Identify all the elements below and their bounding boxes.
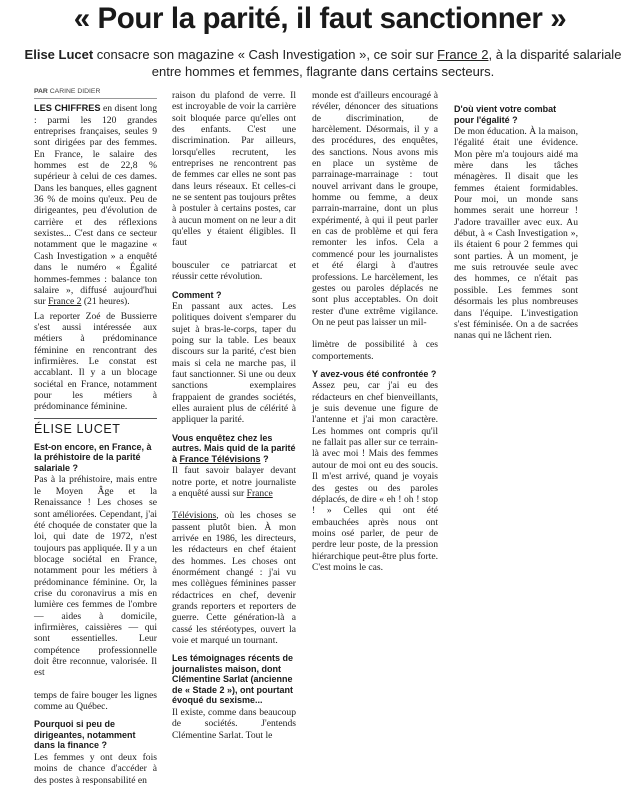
article-column-4	[454, 97, 578, 345]
answer: De mon éducation. À la maison, l'égalité était une évidence. Mon père m'a toujours aidé ma mère dans les tâches ménagères. Il disait que les femmes étaient formidables. Pour moi, un monde sans hommes serait une horreur ! J'adore travailler avec eux. Au début, à « Cash Investigation », ils étaient 6 pour 2 femmes qui sont parties. À un moment, je me suis retrouvée seule avec des hommes, ce n'était pas possible. Les femmes sont désormais les plus nombreuses dans l'équipe. L'investigation s'est féminisée. On a de sacrées nanas qui ne lâchent rien.	[454, 126, 578, 342]
question-text-b: ?	[260, 453, 269, 464]
intro-channel-link[interactable]: France 2	[48, 296, 82, 308]
answer: monde est d'ailleurs encouragé à révéler, dénoncer des situations de discrimination, de harcèlement. Désormais, il y a des procédures, des enquêtes, des sanctions. Nous avons mis en place un système de parrainage-marrainage : tout nouvel arrivant dans le groupe, homme ou femme, a deux parrain-marraine, dont un plus expérimenté, à qui il peut parler en cas de problème et qui fera remonter les infos. Cela a commencé pour les journalistes et été élargi à d'autres professions. Le harcèlement, les gestes ou paroles déplacés ne sont plus acceptables. On doit rester d'une extrême vigilance. On ne peut pas laisser un mil-	[312, 90, 438, 328]
standfirst	[14, 46, 632, 80]
article-column-1	[34, 86, 157, 789]
standfirst-channel-link[interactable]: France 2	[437, 47, 489, 62]
answer: Il existe, comme dans beaucoup de sociétés. J'entends Clémentine Sarlat. Tout le	[172, 706, 296, 741]
answer-text-a: Il faut savoir balayer devant notre porte, et notre journaliste a enquêté aussi sur	[172, 465, 296, 499]
intro-paragraph-2: La reporter Zoé de Bussierre s'est aussi intéressée aux métiers à prédominance féminine en rencontrant des infirmières. Le constat est accablant. Il y a un blocage sociétal en France, notamment pour les métiers à prédominance féminine.	[34, 310, 157, 413]
answer-link-1[interactable]: France	[246, 487, 273, 499]
question: Est-on encore, en France, à la préhistoire de la parité salariale ?	[34, 441, 152, 473]
answer: bousculer ce patriarcat et réussir cette révolution.	[172, 259, 296, 283]
standfirst-name: Elise Lucet	[24, 47, 94, 62]
article-column-2	[172, 90, 296, 744]
answer: Assez peu, car j'ai eu des rédacteurs en chef bienveillants, je suis devenue une figure de l'antenne et j'ai mon caractère. Les hommes ont compris qu'il ne fallait pas aller sur ce terrain-là avec moi ! Mais des femmes autour de moi ont eu des soucis. Il m'est arrivé, quand je voyais des gestes ou des paroles déplacés, de dire « eh ! oh ! stop ! » Celles qui ont été embauchées après nous ont moins osé parler, de peur de perdre leur poste, de la pression hiérarchique peut-être plus forte. C'est moins le cas.	[312, 380, 438, 573]
answer: limètre de possibilité à ces comportements.	[312, 339, 438, 362]
spacer	[34, 682, 157, 690]
question: D'où vient votre combat pour l'égalité ?	[454, 104, 557, 125]
standfirst-text-b: , à la disparité salariale entre hommes et femmes, flagrante dans certains secteurs.	[151, 47, 622, 79]
question: Les témoignages récents de journalistes maison, dont Clémentine Sarlat (ancienne de « Stade 2 »), ont pourtant évoqué du sexisme...	[172, 653, 294, 706]
headline: « Pour la parité, il faut sanctionner »	[73, 2, 567, 35]
question-link[interactable]: France Télévisions	[179, 453, 261, 464]
byline	[34, 86, 157, 99]
spacer	[172, 502, 296, 510]
answer-text-b: , où les choses se passent plutôt bien. À mon arrivée en 1986, les directeurs, les rédacteurs en chef étaient des hommes. Les choses ont énormément changé : j'ai vu mes collègues féminines passer rédactrices en chef, devenir grands reporters et reporters de guerre. Cette génération-là a cassé les stéréotypes, ouvert la voie et marqué un tournant.	[172, 510, 296, 647]
question: Pourquoi si peu de dirigeantes, notamment dans la finance ?	[34, 719, 136, 751]
intro-paragraph	[34, 103, 157, 307]
standfirst-text-a: consacre son magazine « Cash Investigation », ce soir sur	[93, 47, 438, 62]
answer: Pas à la préhistoire, mais entre le Moyen Âge et la Renaissance ! Les choses se sont améliorées. Cependant, j'ai été choquée de constater que la loi, qui date de 1972, n'est toujours pas appliquée. Il y a un blocage sociétal en France, notamment pour les métiers à prédominance féminine. Or, la crise du coronavirus a mis en lumière ces femmes de l'ombre — aides à domicile, infirmières, caissières — qui sont essentielles. Leur compétence professionnelle doit être reconnue, valorisée. Il est	[34, 474, 157, 679]
answer: temps de faire bouger les lignes comme au Québec.	[34, 689, 157, 712]
spacer	[172, 252, 296, 260]
question: Y avez-vous été confrontée ?	[312, 368, 437, 379]
lead-in: LES CHIFFRES	[34, 103, 101, 114]
question-text-a: Vous enquêtez chez les autres. Mais quid de la parité à	[172, 432, 296, 464]
question	[172, 433, 296, 465]
spacer	[312, 331, 438, 339]
intro-text-b: (21 heures).	[81, 296, 130, 308]
answer-link-2[interactable]: Télévisions	[172, 510, 217, 522]
byline-prefix: PAR	[34, 88, 48, 95]
answer: raison du plafond de verre. Il est incroyable de voir la carrière soit bloquée parce qu'elles ont des enfants. C'est une discrimination. Par ailleurs, lorsqu'elles recrutent, les entreprises ne rencontrent pas de femmes car elles ne sont pas dans leurs réseaux. Et celles-ci ne se sentent pas toujours prêtes à postuler à certains postes, car à aucun moment on ne leur a dit qu'elles y étaient éligibles. Il faut	[172, 90, 296, 249]
interviewee-signature: ÉLISE LUCET	[34, 418, 157, 435]
question: Comment ?	[172, 289, 222, 300]
article-column-3	[312, 90, 438, 576]
answer	[172, 465, 296, 499]
answer	[172, 510, 296, 646]
byline-author: CARINE DIDIER	[49, 88, 101, 95]
answer: Les femmes y ont deux fois moins de chance d'accéder à des postes à responsabilité en	[34, 751, 157, 786]
answer: En passant aux actes. Les politiques doivent s'emparer du sujet à bras-le-corps, taper du poing sur la table. Les beaux discours sur la parité, c'est bien mais si cela ne marche pas, il faut sanctionner. Si une ou deux sanctions exemplaires frappaient de grandes sociétés, elles auraient plus de célérité à appliquer la parité.	[172, 301, 296, 426]
intro-text-a: en disent long : parmi les 120 grandes entreprises françaises, seules 9 sont dirigées par des femmes. En France, le salaire des hommes est de 22,8 % supérieur à celui de ces dames. Dans les banques, elles gagnent 36 % de moins qu'eux. Peu de dirigeantes, peu d'évolution de carrière et des réflexions sexistes... C'est dans ce secteur notamment que le magazine « Cash Investigation » a enquêté dans le numéro « Égalité hommes-femmes : balance ton salaire », diffusé aujourd'hui sur	[34, 103, 157, 308]
